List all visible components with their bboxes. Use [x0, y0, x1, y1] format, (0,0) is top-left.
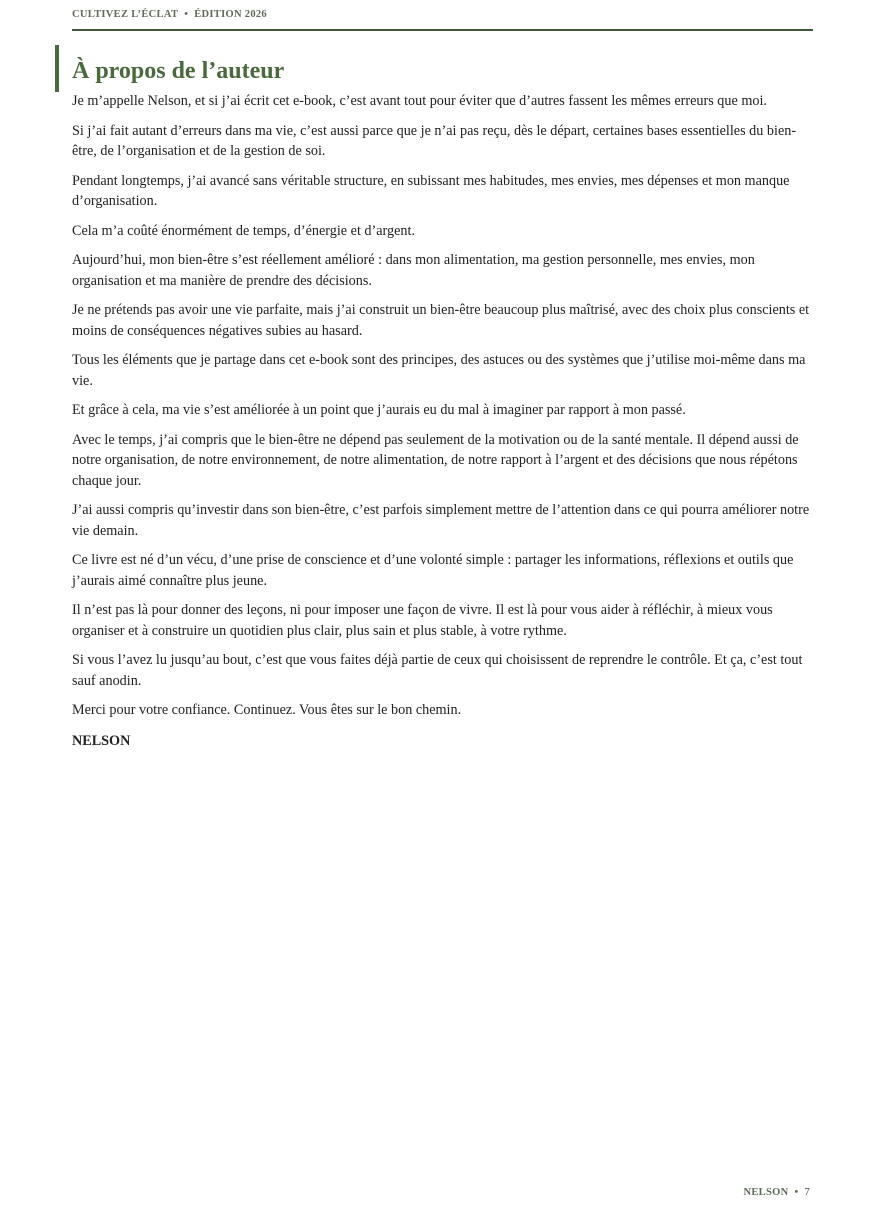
section-title: À propos de l’auteur [72, 58, 285, 84]
section-heading-block [55, 45, 284, 92]
paragraph: Pendant longtemps, j’ai avancé sans véritable structure, en subissant mes habitudes, mes envies, mes dépenses et mon manque d’organisation. [72, 172, 790, 209]
paragraph: Aujourd’hui, mon bien-être s’est réellement amélioré : dans mon alimentation, ma gestion personnelle, mes envies, mon organisation et ma manière de prendre des décisions. [72, 252, 755, 289]
paragraph: Je ne prétends pas avoir une vie parfaite, mais j’ai construit un bien-être beaucoup plus maîtrisé, avec des choix plus conscients et moins de conséquences négatives subies au hasard. [72, 302, 810, 339]
paragraph: Je m’appelle Nelson, et si j’ai écrit cet e-book, c’est avant tout pour éviter que d’autres fassent les mêmes erreurs que moi. [72, 93, 767, 109]
paragraph: Merci pour votre confiance. Continuez. Vous êtes sur le bon chemin. [72, 702, 462, 718]
page-number: 7 [804, 1187, 810, 1198]
footer-separator: • [794, 1187, 799, 1198]
body-text [72, 91, 817, 760]
paragraph: Cela m’a coûté énormément de temps, d’énergie et d’argent. [72, 222, 415, 239]
paragraph: Il n’est pas là pour donner des leçons, ni pour imposer une façon de vivre. Il est là pour vous aider à réfléchir, à mieux vous organiser et à construire un quotidien plus clair, plus sain et plus stable, à votre rythme. [72, 602, 773, 639]
running-footer [743, 1187, 810, 1198]
author-signature: NELSON [72, 732, 131, 749]
paragraph: Et grâce à cela, ma vie s’est améliorée à un point que j’aurais eu du mal à imaginer par rapport à mon passé. [72, 402, 686, 418]
paragraph: J’ai aussi compris qu’investir dans son bien-être, c’est parfois simplement mettre de l’attention dans ce qui pourra améliorer notre vie demain. [72, 502, 810, 539]
paragraph: Avec le temps, j’ai compris que le bien-être ne dépend pas seulement de la motivation ou de la santé mentale. Il dépend aussi de notre organisation, de notre environnement, de notre alimentation, de notre rapport à l’argent et des décisions que nous répétons chaque jour. [72, 431, 799, 489]
paragraph: Tous les éléments que je partage dans cet e-book sont des principes, des astuces ou des systèmes que j’utilise moi-même dans ma vie. [72, 352, 806, 389]
running-header [72, 9, 813, 31]
header-book-title: CULTIVEZ L’ÉCLAT [72, 9, 179, 20]
footer-author: NELSON [743, 1187, 789, 1198]
header-edition: ÉDITION 2026 [194, 9, 267, 20]
paragraph: Si j’ai fait autant d’erreurs dans ma vie, c’est aussi parce que je n’ai pas reçu, dès le départ, certaines bases essentielles du bien-être, de l’organisation et de la gestion de soi. [72, 122, 797, 159]
header-separator: • [184, 9, 189, 20]
paragraph: Ce livre est né d’un vécu, d’une prise de conscience et d’une volonté simple : partager les informations, réflexions et outils que j’aurais aimé connaître plus jeune. [72, 552, 794, 589]
paragraph: Si vous l’avez lu jusqu’au bout, c’est que vous faites déjà partie de ceux qui choisissent de reprendre le contrôle. Et ça, c’est tout sauf anodin. [72, 652, 803, 689]
